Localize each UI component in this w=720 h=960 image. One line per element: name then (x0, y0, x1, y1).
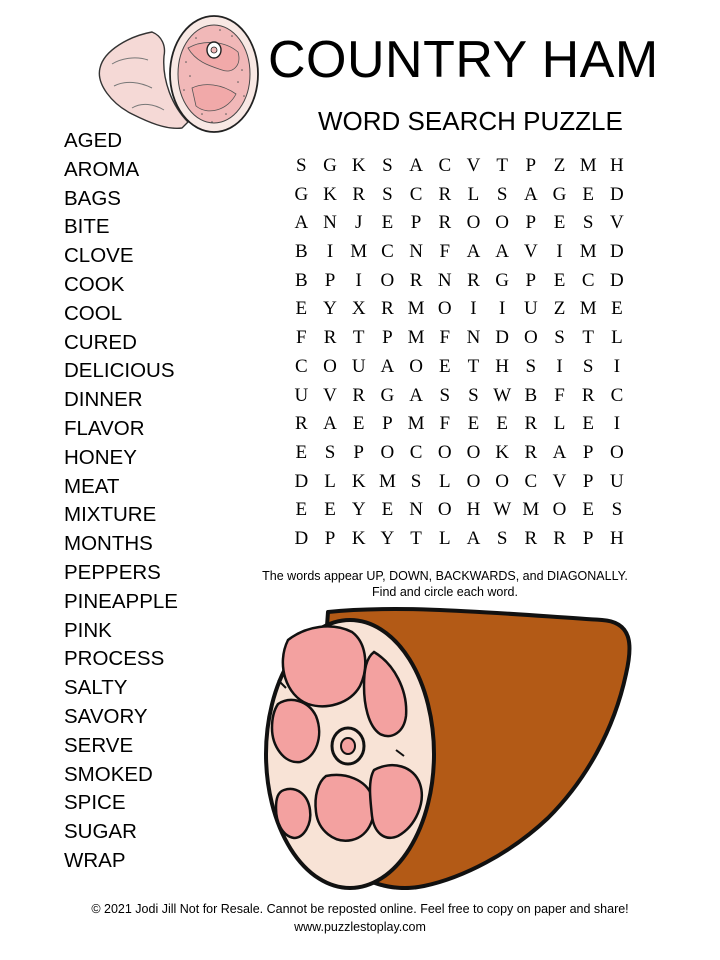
grid-letter: S (296, 155, 307, 176)
word-list-item: SAVORY (64, 704, 148, 728)
page-subtitle: WORD SEARCH PUZZLE (318, 106, 623, 136)
grid-letter: E (295, 298, 308, 320)
word-list-item: CURED (64, 330, 137, 354)
grid-letter: G (294, 183, 309, 205)
ham-slice-sketch-icon (92, 10, 262, 142)
grid-letter: E (352, 413, 365, 435)
grid-letter: O (380, 269, 395, 291)
grid-letter: R (524, 441, 538, 463)
grid-letter: L (324, 470, 336, 492)
grid-letter: O (437, 298, 452, 320)
grid-letter: P (324, 527, 336, 549)
instructions-line: The words appear UP, DOWN, BACKWARDS, and DIAGONALLY. (262, 569, 628, 583)
grid-letter: V (610, 212, 624, 234)
grid-letter: N (409, 241, 423, 263)
grid-letter: I (556, 355, 563, 377)
grid-letter: E (381, 499, 394, 521)
grid-letter: R (467, 269, 480, 291)
grid-letter: R (323, 327, 337, 349)
grid-letter: C (524, 470, 538, 492)
grid-letter: S (468, 384, 479, 406)
grid-letter: O (409, 355, 423, 377)
grid-letter: F (439, 327, 451, 349)
grid-letter: K (351, 470, 366, 492)
grid-letter: D (294, 527, 309, 549)
website-url: www.puzzlestoplay.com (294, 920, 426, 934)
grid-row (287, 439, 632, 468)
word-list (64, 127, 244, 876)
grid-letter: F (439, 241, 451, 263)
copyright-text: © 2021 Jodi Jill Not for Resale. Cannot be reposted online. Feel free to copy on paper and share! (91, 902, 629, 916)
grid-letter: C (438, 155, 452, 176)
word-list-item: SMOKED (64, 762, 153, 786)
grid-letter: O (323, 355, 337, 377)
grid-letter: F (554, 384, 565, 406)
word-list-item: BAGS (64, 186, 121, 210)
grid-letter: M (350, 241, 368, 263)
word-list-item: AGED (64, 129, 123, 152)
instructions (240, 568, 650, 600)
grid-letter: E (611, 298, 623, 320)
grid-row (287, 324, 632, 353)
word-list-item: COOK (64, 272, 125, 296)
grid-letter: G (380, 384, 395, 406)
grid-letter: M (522, 499, 540, 521)
grid-letter: W (493, 384, 512, 406)
grid-letter: M (579, 241, 597, 263)
grid-letter: A (466, 527, 481, 549)
word-list-item: SALTY (64, 676, 128, 700)
grid-letter: O (466, 470, 481, 492)
grid-letter: R (295, 413, 308, 435)
grid-letter: J (355, 212, 363, 234)
grid-letter: A (323, 413, 337, 435)
grid-letter: S (611, 499, 623, 521)
word-list-item: AROMA (64, 157, 140, 181)
letter-grid (287, 152, 632, 554)
grid-letter: V (523, 241, 538, 263)
grid-letter: H (466, 499, 481, 521)
grid-letter: O (552, 499, 567, 521)
grid-letter: S (410, 470, 422, 492)
grid-letter: O (523, 327, 538, 349)
grid-letter: A (409, 155, 423, 176)
grid-letter: O (610, 441, 624, 463)
grid-letter: A (466, 241, 481, 263)
word-list-item: COOL (64, 301, 123, 325)
grid-letter: N (466, 327, 481, 349)
footer (0, 900, 720, 936)
grid-letter: C (381, 241, 394, 263)
word-list-item: MEAT (64, 474, 120, 498)
grid-letter: I (613, 355, 621, 377)
grid-letter: A (380, 355, 395, 377)
grid-letter: R (352, 384, 366, 406)
grid-letter: Y (351, 499, 366, 521)
grid-letter: R (438, 212, 452, 234)
grid-letter: B (524, 384, 538, 406)
word-list-item: DELICIOUS (64, 359, 175, 383)
grid-row (287, 468, 632, 497)
grid-letter: C (409, 183, 423, 205)
grid-row (287, 295, 632, 324)
grid-letter: I (556, 241, 563, 263)
grid-letter: R (581, 384, 595, 406)
grid-row (287, 353, 632, 382)
grid-letter: P (582, 470, 594, 492)
grid-letter: S (382, 155, 393, 176)
grid-row (287, 152, 632, 181)
grid-row (287, 209, 632, 238)
word-list-item: SUGAR (64, 820, 137, 844)
grid-letter: W (493, 499, 512, 521)
grid-letter: S (496, 183, 508, 205)
grid-letter: M (407, 413, 425, 435)
grid-letter: O (380, 441, 395, 463)
grid-letter: I (326, 241, 334, 263)
grid-row (287, 525, 632, 554)
grid-letter: D (294, 470, 309, 492)
word-list-item: BITE (64, 215, 110, 239)
grid-letter: P (353, 441, 364, 463)
grid-row (287, 181, 632, 210)
grid-row (287, 382, 632, 411)
grid-letter: M (407, 327, 425, 349)
grid-letter: V (323, 384, 337, 406)
word-list-item: PEPPERS (64, 560, 161, 584)
grid-letter: T (582, 327, 595, 349)
grid-letter: K (323, 183, 337, 205)
grid-letter: E (381, 212, 394, 234)
grid-letter: C (295, 355, 308, 377)
grid-letter: I (355, 269, 362, 291)
grid-letter: L (438, 470, 451, 492)
grid-letter: E (324, 499, 336, 521)
word-list-item: SPICE (64, 791, 126, 815)
grid-letter: D (495, 327, 510, 349)
grid-letter: M (378, 470, 396, 492)
word-list-item: SERVE (64, 733, 134, 757)
grid-row (287, 267, 632, 296)
grid-letter: K (495, 441, 510, 463)
grid-letter: X (351, 298, 366, 320)
grid-letter: Z (553, 298, 566, 320)
grid-letter: E (295, 499, 308, 521)
grid-letter: R (381, 298, 394, 320)
grid-letter: O (437, 441, 452, 463)
grid-letter: D (610, 183, 624, 205)
grid-letter: H (610, 527, 624, 549)
grid-letter: A (409, 384, 423, 406)
grid-letter: R (524, 527, 538, 549)
grid-letter: S (525, 355, 537, 377)
grid-letter: R (409, 269, 423, 291)
grid-letter: P (382, 413, 393, 435)
word-list-item: PROCESS (64, 647, 165, 671)
grid-letter: A (495, 241, 510, 263)
grid-letter: E (467, 413, 480, 435)
grid-letter: P (582, 527, 594, 549)
grid-letter: U (523, 298, 538, 320)
grid-letter: L (467, 183, 480, 205)
grid-letter: P (382, 327, 393, 349)
grid-letter: Z (553, 155, 566, 176)
word-list-item: WRAP (64, 848, 126, 872)
grid-row (287, 238, 632, 267)
grid-letter: H (610, 155, 624, 176)
grid-letter: E (553, 212, 566, 234)
grid-row (287, 410, 632, 439)
grid-letter: G (552, 183, 567, 205)
grid-letter: O (466, 441, 481, 463)
grid-letter: E (582, 183, 595, 205)
grid-letter: C (409, 441, 423, 463)
grid-letter: U (351, 355, 366, 377)
grid-letter: L (553, 413, 566, 435)
grid-letter: H (495, 355, 510, 377)
word-list-item: MONTHS (64, 532, 153, 556)
word-list-item: HONEY (64, 445, 137, 469)
grid-letter: A (523, 183, 538, 205)
instructions-line: Find and circle each word. (372, 585, 518, 599)
grid-letter: E (582, 499, 595, 521)
grid-letter: S (382, 183, 393, 205)
grid-letter: G (495, 269, 510, 291)
grid-letter: L (438, 527, 451, 549)
grid-letter: U (294, 384, 309, 406)
grid-letter: P (525, 155, 537, 176)
word-list-item: CLOVE (64, 244, 134, 268)
grid-letter: L (611, 327, 623, 349)
grid-letter: V (466, 155, 481, 176)
word-list-item: PINK (64, 618, 112, 642)
grid-letter: O (466, 212, 481, 234)
grid-letter: P (525, 269, 537, 291)
grid-letter: R (438, 183, 452, 205)
grid-letter: S (582, 355, 594, 377)
grid-letter: B (295, 269, 308, 291)
grid-letter: S (439, 384, 451, 406)
grid-letter: D (610, 241, 624, 263)
grid-letter: R (524, 413, 538, 435)
grid-letter: S (324, 441, 336, 463)
grid-letter: S (554, 327, 565, 349)
grid-letter: N (437, 269, 452, 291)
word-list-item: PINEAPPLE (64, 589, 178, 613)
word-list-item: MIXTURE (64, 503, 157, 527)
grid-letter: E (295, 441, 308, 463)
grid-letter: G (323, 155, 337, 176)
grid-letter: O (495, 212, 510, 234)
grid-letter: R (553, 527, 566, 549)
grid-letter: S (496, 527, 508, 549)
grid-letter: T (410, 527, 422, 549)
grid-letter: C (581, 269, 595, 291)
grid-letter: O (437, 499, 452, 521)
grid-letter: E (438, 355, 451, 377)
grid-letter: S (582, 212, 594, 234)
grid-letter: P (324, 269, 336, 291)
grid-letter: Y (380, 527, 395, 549)
grid-letter: P (582, 441, 594, 463)
grid-letter: V (552, 470, 567, 492)
grid-letter: R (352, 183, 366, 205)
grid-letter: P (525, 212, 537, 234)
grid-letter: K (351, 527, 366, 549)
grid-letter: T (467, 355, 480, 377)
grid-letter: M (579, 298, 597, 320)
grid-letter: I (498, 298, 506, 320)
grid-letter: M (407, 298, 425, 320)
grid-letter: I (613, 413, 621, 435)
grid-letter: Y (323, 298, 337, 320)
grid-letter: T (352, 327, 365, 349)
grid-letter: N (323, 212, 337, 234)
page-title: COUNTRY HAM (268, 31, 659, 89)
ham-shank-icon (256, 600, 636, 890)
grid-letter: E (553, 269, 566, 291)
grid-letter: E (496, 413, 508, 435)
grid-letter: D (610, 269, 624, 291)
grid-letter: P (410, 212, 422, 234)
grid-letter: F (296, 327, 307, 349)
grid-row (287, 496, 632, 525)
grid-letter: E (582, 413, 595, 435)
grid-letter: F (439, 413, 451, 435)
grid-letter: O (495, 470, 510, 492)
grid-letter: B (295, 241, 308, 263)
grid-letter: K (351, 155, 366, 176)
grid-letter: C (610, 384, 624, 406)
grid-letter: M (579, 155, 597, 176)
word-list-item: DINNER (64, 388, 143, 412)
grid-letter: I (470, 298, 477, 320)
grid-letter: A (294, 212, 309, 234)
grid-letter: A (552, 441, 567, 463)
grid-letter: U (610, 470, 624, 492)
word-list-item: FLAVOR (64, 416, 145, 440)
grid-letter: T (496, 155, 508, 176)
grid-letter: N (409, 499, 423, 521)
